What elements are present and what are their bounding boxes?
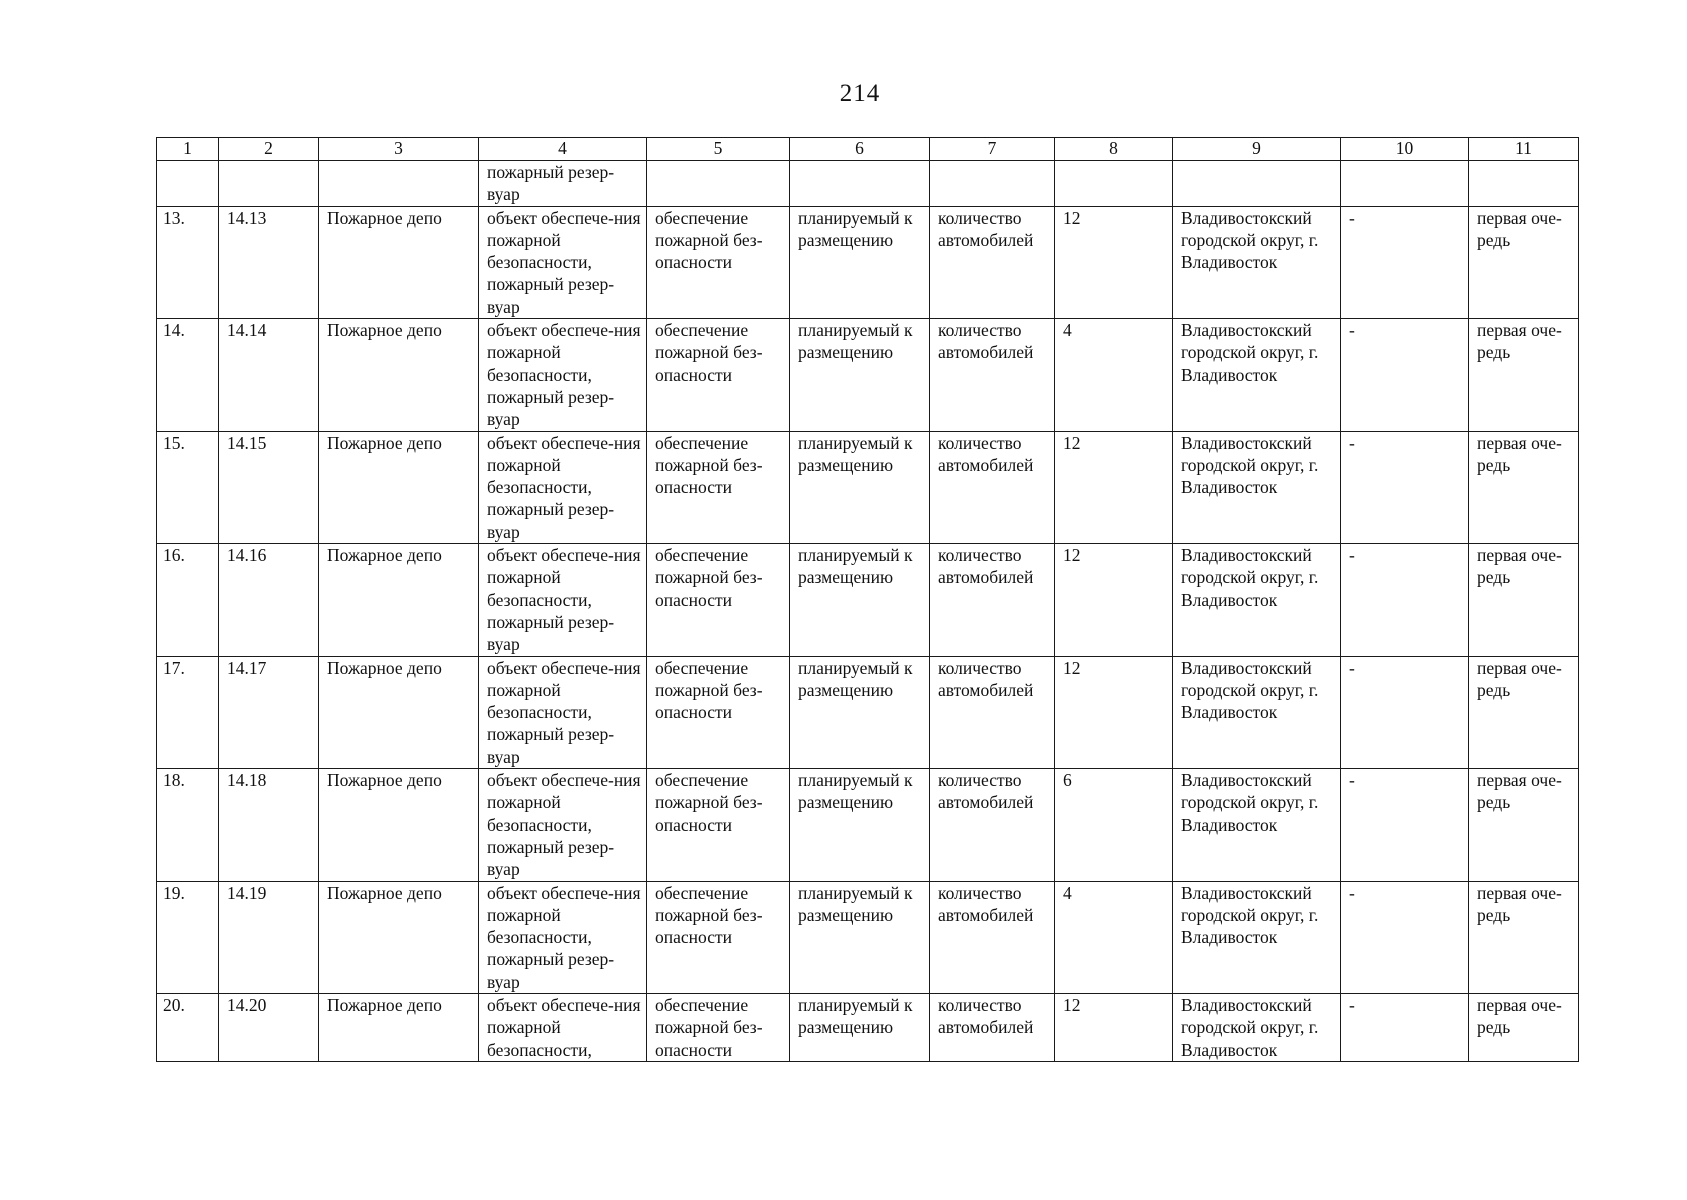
cell-location: Владивостокский городской округ, г. Владивосток (1173, 881, 1341, 993)
cell-name: Пожарное депо (319, 993, 479, 1061)
cell-status (790, 161, 930, 207)
cell-stage: первая оче-редь (1469, 431, 1579, 543)
cell-metric: количество автомобилей (930, 993, 1055, 1061)
cell-purpose: объект обеспече-ния пожарной безопасности, пожарный резер-вуар (479, 544, 647, 656)
cell-location: Владивостокский городской округ, г. Владивосток (1173, 769, 1341, 881)
column-number: 3 (319, 138, 479, 161)
cell-purpose: объект обеспече-ния пожарной безопасности, (479, 993, 647, 1061)
table-row (157, 431, 1579, 543)
cell-metric: количество автомобилей (930, 431, 1055, 543)
table-row (157, 993, 1579, 1061)
column-number: 7 (930, 138, 1055, 161)
cell-value: 12 (1055, 431, 1173, 543)
cell-name: Пожарное депо (319, 769, 479, 881)
cell-row-number: 14. (157, 319, 219, 431)
cell-code: 14.18 (219, 769, 319, 881)
cell-function: обеспечение пожарной без-опасности (647, 656, 790, 768)
cell-value: 12 (1055, 656, 1173, 768)
cell-metric: количество автомобилей (930, 319, 1055, 431)
cell-zone: - (1341, 431, 1469, 543)
cell-code: 14.15 (219, 431, 319, 543)
cell-metric (930, 161, 1055, 207)
cell-purpose: объект обеспече-ния пожарной безопасности, пожарный резер-вуар (479, 206, 647, 318)
column-number-row (157, 138, 1579, 161)
cell-value: 4 (1055, 881, 1173, 993)
document-table-container (156, 137, 1578, 1062)
cell-zone: - (1341, 319, 1469, 431)
cell-name (319, 161, 479, 207)
cell-zone: - (1341, 544, 1469, 656)
cell-row-number: 16. (157, 544, 219, 656)
cell-status: планируемый к размещению (790, 993, 930, 1061)
cell-zone: - (1341, 881, 1469, 993)
cell-function: обеспечение пожарной без-опасности (647, 769, 790, 881)
cell-value: 12 (1055, 206, 1173, 318)
cell-purpose: объект обеспече-ния пожарной безопасности, пожарный резер-вуар (479, 319, 647, 431)
cell-value: 4 (1055, 319, 1173, 431)
table-row (157, 319, 1579, 431)
cell-function: обеспечение пожарной без-опасности (647, 881, 790, 993)
cell-value: 12 (1055, 544, 1173, 656)
table-row (157, 544, 1579, 656)
cell-function: обеспечение пожарной без-опасности (647, 431, 790, 543)
cell-code (219, 161, 319, 207)
cell-location: Владивостокский городской округ, г. Владивосток (1173, 206, 1341, 318)
cell-status: планируемый к размещению (790, 769, 930, 881)
cell-function: обеспечение пожарной без-опасности (647, 993, 790, 1061)
cell-zone (1341, 161, 1469, 207)
cell-name: Пожарное депо (319, 544, 479, 656)
cell-status: планируемый к размещению (790, 206, 930, 318)
cell-value: 6 (1055, 769, 1173, 881)
cell-metric: количество автомобилей (930, 881, 1055, 993)
cell-code: 14.16 (219, 544, 319, 656)
cell-metric: количество автомобилей (930, 544, 1055, 656)
table-row (157, 881, 1579, 993)
cell-location (1173, 161, 1341, 207)
cell-stage: первая оче-редь (1469, 319, 1579, 431)
cell-stage: первая оче-редь (1469, 881, 1579, 993)
cell-stage: первая оче-редь (1469, 544, 1579, 656)
page-number: 214 (839, 80, 881, 107)
cell-code: 14.13 (219, 206, 319, 318)
cell-row-number: 19. (157, 881, 219, 993)
cell-location: Владивостокский городской округ, г. Владивосток (1173, 656, 1341, 768)
cell-metric: количество автомобилей (930, 656, 1055, 768)
cell-stage: первая оче-редь (1469, 769, 1579, 881)
cell-location: Владивостокский городской округ, г. Владивосток (1173, 319, 1341, 431)
cell-metric: количество автомобилей (930, 206, 1055, 318)
column-number: 10 (1341, 138, 1469, 161)
cell-function: обеспечение пожарной без-опасности (647, 544, 790, 656)
cell-status: планируемый к размещению (790, 319, 930, 431)
cell-function (647, 161, 790, 207)
cell-stage (1469, 161, 1579, 207)
cell-metric: количество автомобилей (930, 769, 1055, 881)
cell-function: обеспечение пожарной без-опасности (647, 319, 790, 431)
cell-status: планируемый к размещению (790, 544, 930, 656)
cell-row-number: 15. (157, 431, 219, 543)
column-number: 2 (219, 138, 319, 161)
cell-location: Владивостокский городской округ, г. Владивосток (1173, 993, 1341, 1061)
table-row (157, 656, 1579, 768)
table-row (157, 769, 1579, 881)
cell-value: 12 (1055, 993, 1173, 1061)
cell-purpose: объект обеспече-ния пожарной безопасности, пожарный резер-вуар (479, 769, 647, 881)
cell-code: 14.14 (219, 319, 319, 431)
cell-name: Пожарное депо (319, 206, 479, 318)
column-number: 9 (1173, 138, 1341, 161)
cell-row-number: 17. (157, 656, 219, 768)
cell-code: 14.19 (219, 881, 319, 993)
table-row (157, 206, 1579, 318)
cell-row-number: 18. (157, 769, 219, 881)
cell-zone: - (1341, 769, 1469, 881)
column-number: 6 (790, 138, 930, 161)
cell-function: обеспечение пожарной без-опасности (647, 206, 790, 318)
cell-purpose: объект обеспече-ния пожарной безопасности, пожарный резер-вуар (479, 431, 647, 543)
cell-purpose: объект обеспече-ния пожарной безопасности, пожарный резер-вуар (479, 881, 647, 993)
cell-stage: первая оче-редь (1469, 993, 1579, 1061)
cell-location: Владивостокский городской округ, г. Владивосток (1173, 431, 1341, 543)
cell-value (1055, 161, 1173, 207)
column-number: 1 (157, 138, 219, 161)
cell-code: 14.20 (219, 993, 319, 1061)
table-body (157, 138, 1579, 1062)
cell-zone: - (1341, 993, 1469, 1061)
column-number: 4 (479, 138, 647, 161)
cell-status: планируемый к размещению (790, 431, 930, 543)
cell-row-number: 20. (157, 993, 219, 1061)
fire-depot-table (156, 137, 1579, 1062)
cell-row-number (157, 161, 219, 207)
cell-zone: - (1341, 656, 1469, 768)
cell-name: Пожарное депо (319, 431, 479, 543)
column-number: 11 (1469, 138, 1579, 161)
cell-code: 14.17 (219, 656, 319, 768)
cell-stage: первая оче-редь (1469, 206, 1579, 318)
cell-stage: первая оче-редь (1469, 656, 1579, 768)
column-number: 5 (647, 138, 790, 161)
cell-status: планируемый к размещению (790, 881, 930, 993)
continued-row (157, 161, 1579, 207)
cell-location: Владивостокский городской округ, г. Владивосток (1173, 544, 1341, 656)
cell-row-number: 13. (157, 206, 219, 318)
cell-status: планируемый к размещению (790, 656, 930, 768)
cell-purpose: объект обеспече-ния пожарной безопасности, пожарный резер-вуар (479, 656, 647, 768)
column-number: 8 (1055, 138, 1173, 161)
cell-purpose: пожарный резер-вуар (479, 161, 647, 207)
cell-name: Пожарное депо (319, 656, 479, 768)
cell-name: Пожарное депо (319, 319, 479, 431)
cell-zone: - (1341, 206, 1469, 318)
cell-name: Пожарное депо (319, 881, 479, 993)
